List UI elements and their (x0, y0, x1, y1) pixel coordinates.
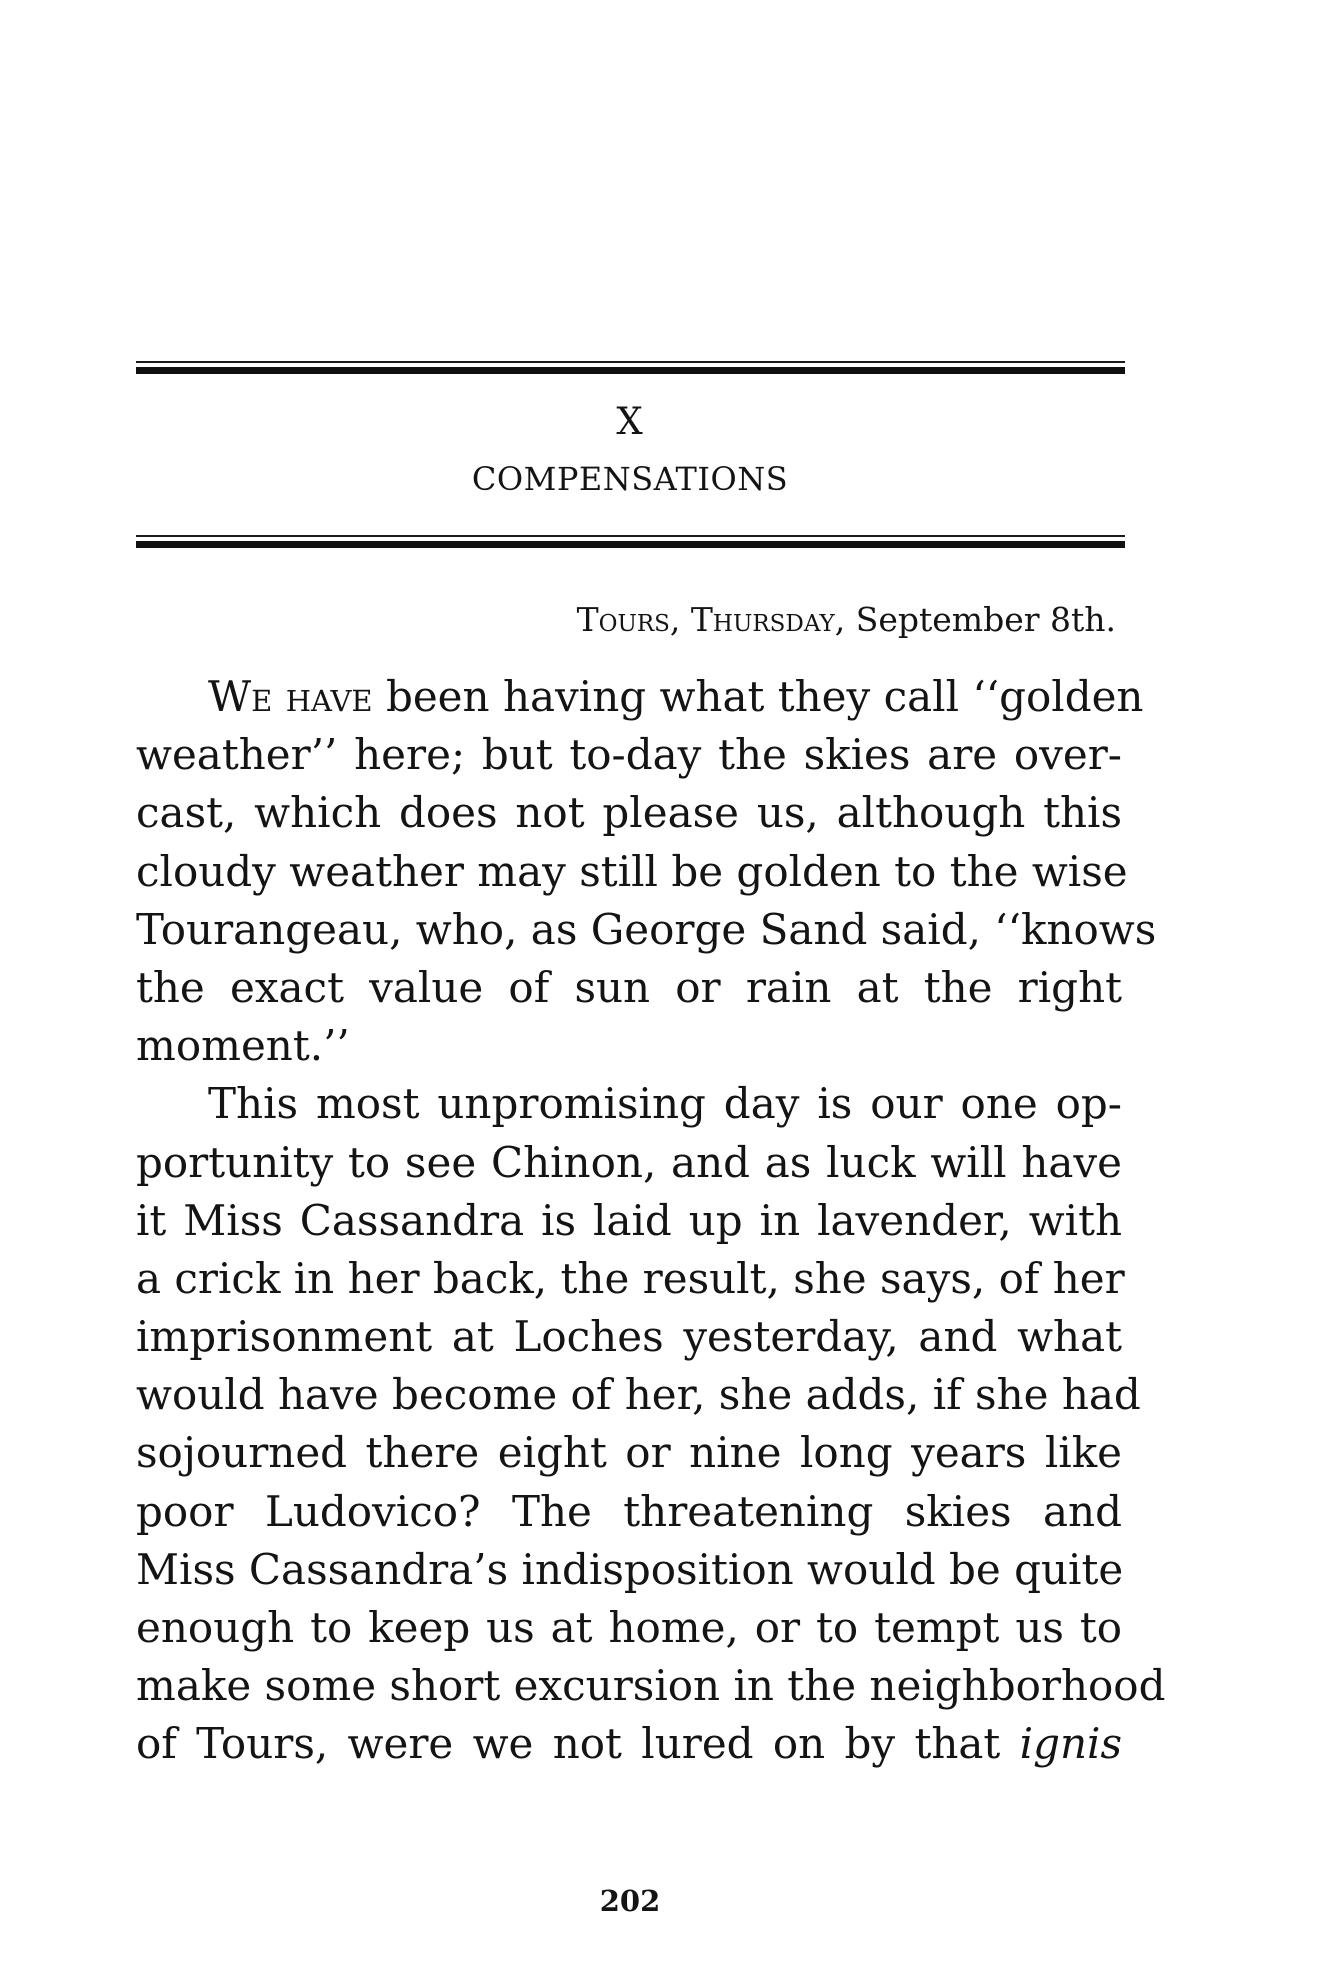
text-line: imprisonment at Loches yesterday, and what (136, 1312, 1122, 1362)
opening-small-caps: We have (208, 672, 373, 721)
text-line: moment.’’ (136, 1021, 350, 1071)
dateline-date: September 8th. (855, 600, 1116, 639)
text-line: Tourangeau, who, as George Sand said, ‘‘knows (136, 904, 1157, 954)
text-line: make some short excursion in the neighborhood (136, 1661, 1166, 1711)
dateline-place: Tours, (576, 600, 681, 639)
text-line: poor Ludovico? The threatening skies and (136, 1486, 1122, 1536)
text-line: cloudy weather may still be golden to the wise (136, 846, 1128, 896)
chapter-number: X (616, 400, 644, 443)
text-line: it Miss Cassandra is laid up in lavender, with (136, 1195, 1122, 1245)
text-line: This most unpromising day is our one op- (208, 1079, 1122, 1129)
text-line: enough to keep us at home, or to tempt us to (136, 1603, 1122, 1652)
chapter-rule-top (136, 361, 1125, 374)
text-line: sojourned there eight or nine long years like (136, 1428, 1122, 1478)
text-line: We have been having what they call ‘‘golden (208, 672, 1144, 721)
chapter-rule-bottom (136, 535, 1125, 548)
italic-word: ignis (1019, 1719, 1122, 1769)
text-line: weather’’ here; but to-day the skies are over- (136, 730, 1122, 780)
dateline-day: Thursday, (690, 600, 846, 639)
text-line: portunity to see Chinon, and as luck will have (136, 1137, 1122, 1187)
text-line: Miss Cassandra’s indisposition would be quite (136, 1544, 1124, 1594)
text-line: the exact value of sun or rain at the right (136, 962, 1122, 1012)
chapter-title: COMPENSATIONS (471, 460, 789, 498)
text-line: would have become of her, she adds, if she had (136, 1370, 1141, 1420)
text-line: cast, which does not please us, although this (136, 788, 1122, 838)
text-line: a crick in her back, the result, she says, of her (136, 1253, 1125, 1303)
body-text (136, 668, 1166, 1774)
page-number: 202 (599, 1884, 661, 1918)
text-line: of Tours, were we not lured on by that ignis (136, 1719, 1122, 1769)
dateline (577, 600, 1116, 639)
